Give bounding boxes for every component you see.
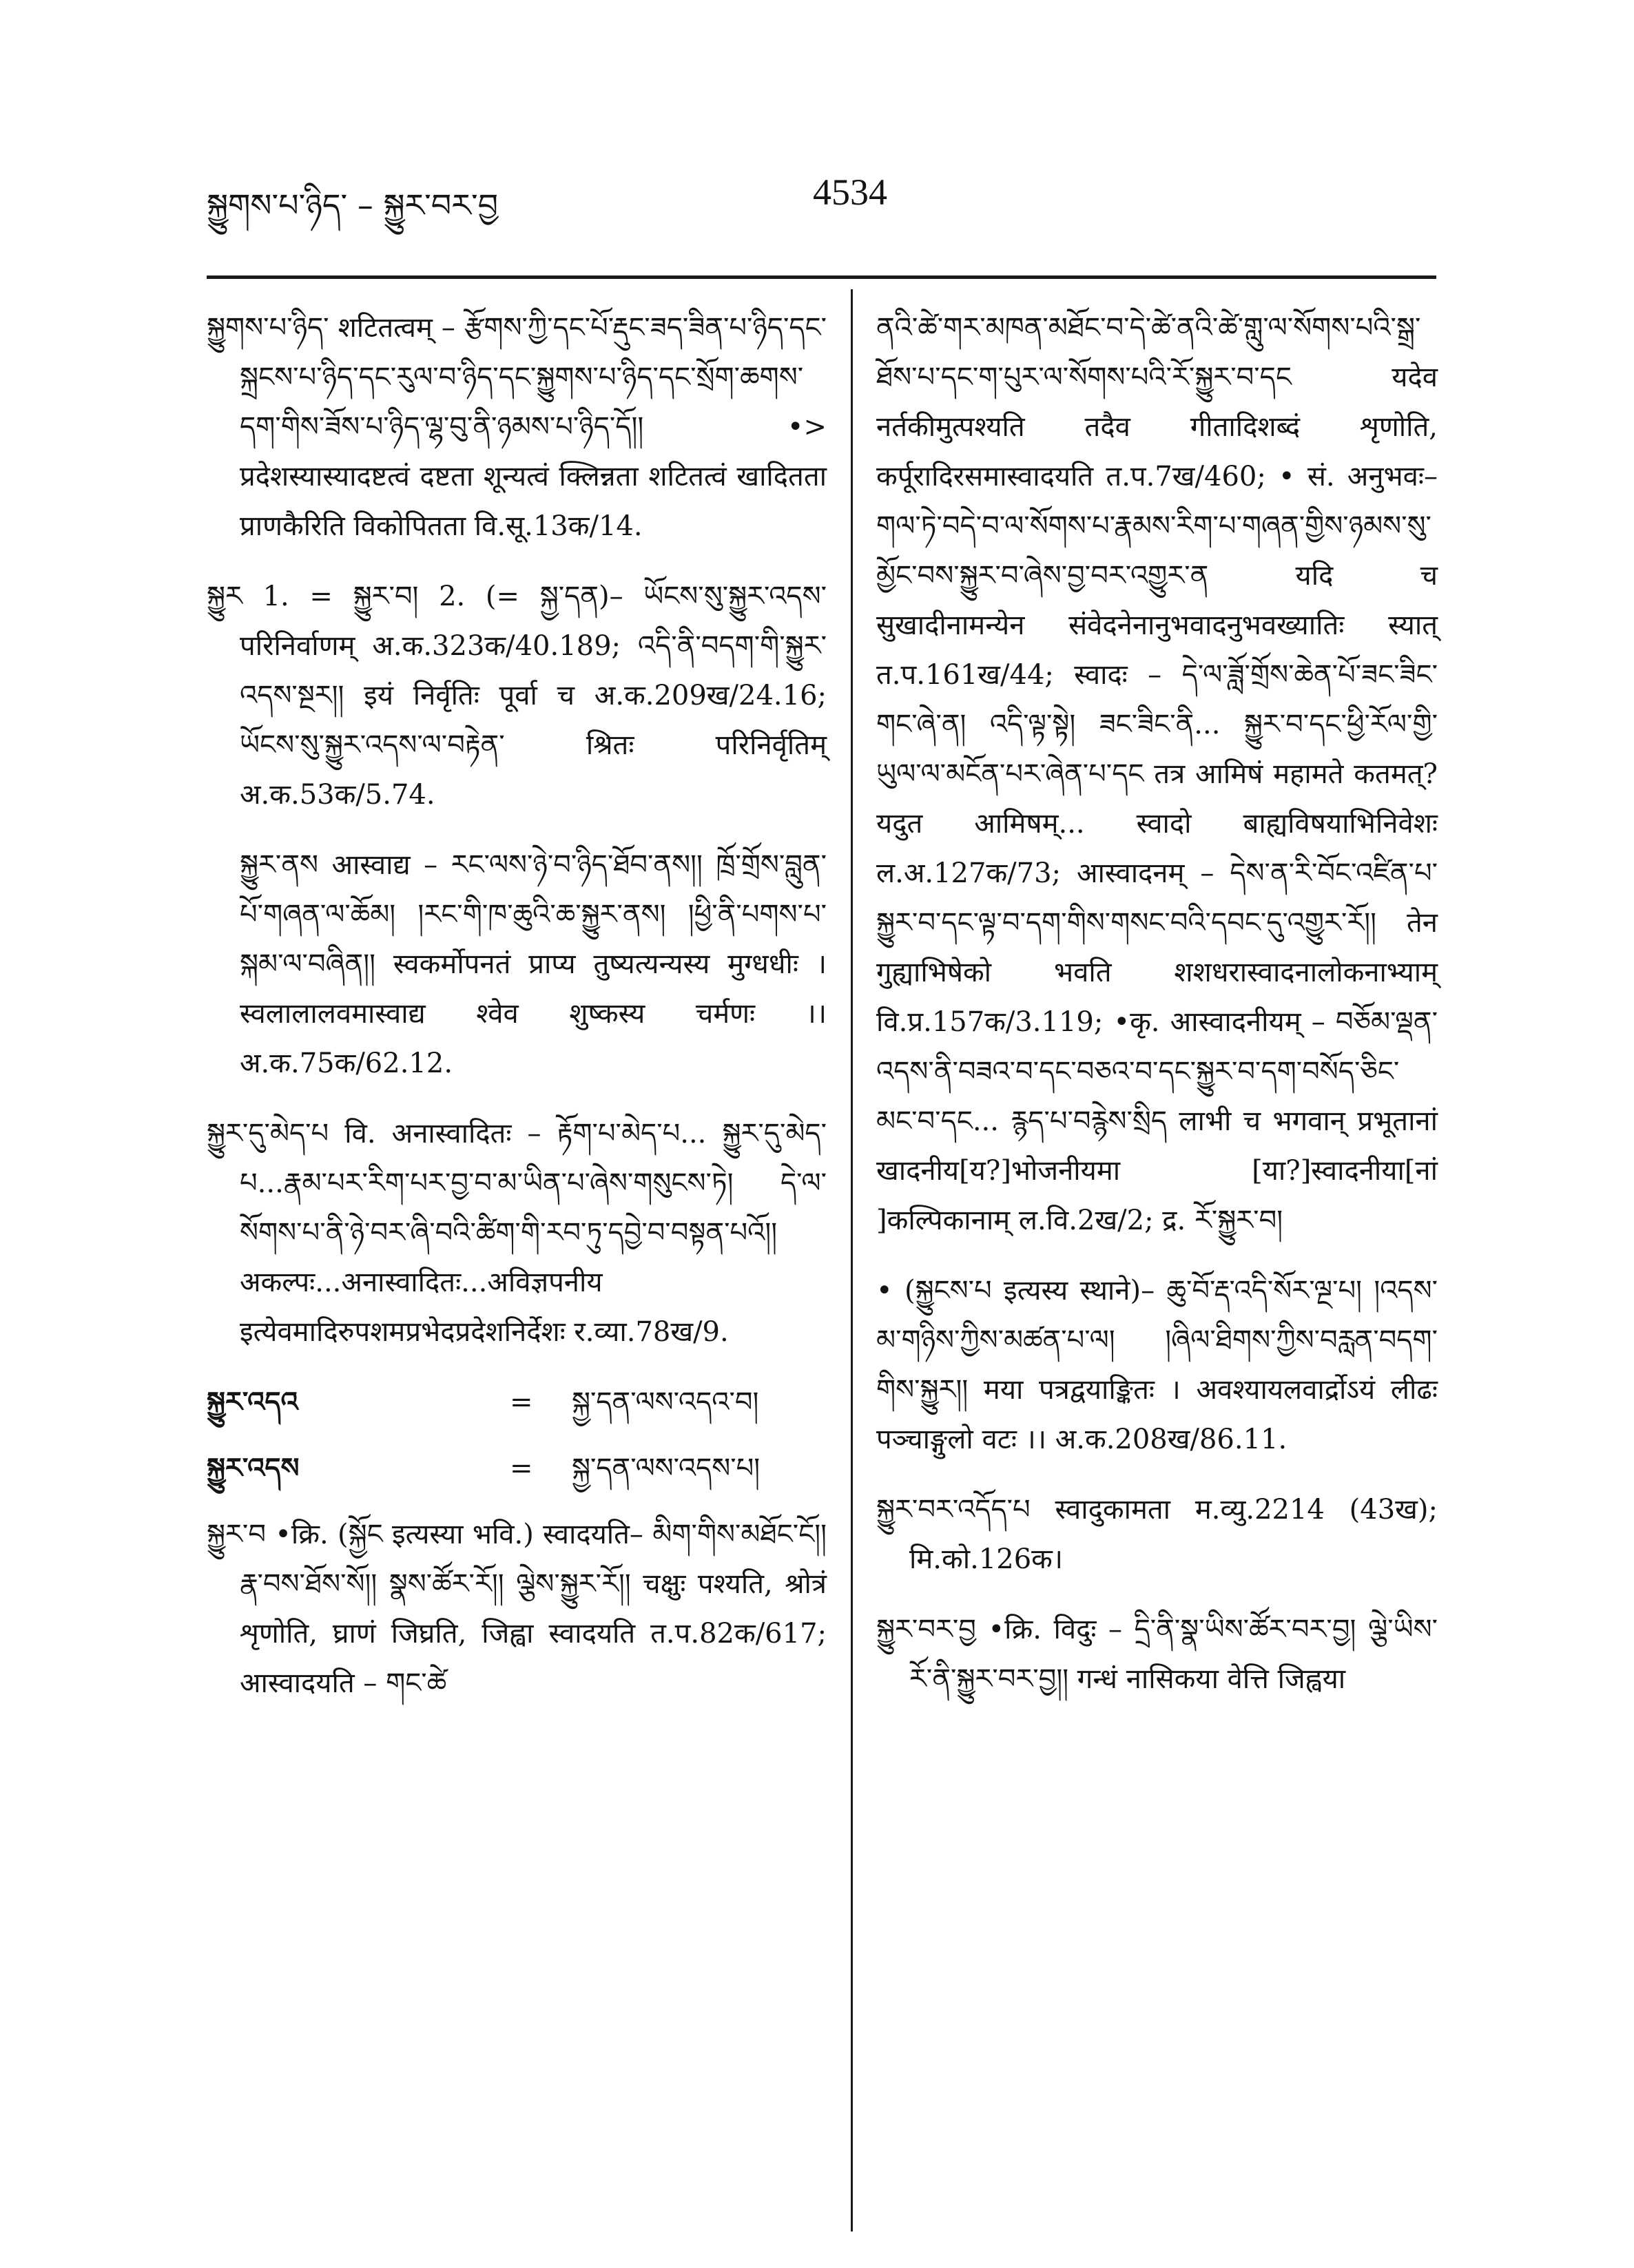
column-divider: [851, 289, 853, 2231]
header-rule: [207, 275, 1436, 279]
dictionary-entry: སྐྱུར་དུ་མེད་པ वि. अनास्वादितः – རྟོག་པ་མེད་པ... སྐྱུར་དུ་མེད་པ...རྣམ་པར་རིག་པར་བྱ་བ་མ་ཡིན་པ་ཞེས་གསུངས་ཏེ། དེ་ལ་སོགས་པ་ནི་ཉེ་བར་ཞི་བའི་ཚིག་གི་རབ་ཏུ་དབྱེ་བ་བསྟན་པའོ།། अकल्पः...अनास्वादितः...अविज्ञपनीय इत्येवमादिरुपशमप्रभेदप्रदेशनिर्देशः र.व्या.78ख/9.: [207, 1118, 827, 1348]
cross-reference-term: སྐྱུར་འདའ: [207, 1386, 298, 1418]
cross-reference-target: སྐྱ་དན་ལས་འདས་པ།: [572, 1453, 761, 1484]
dictionary-entry: སྐྱུར་བར་བྱ •क्रि. विदुः – དྲི་ནི་སྣ་ཡིས་ཚོར་བར་བྱ། ལྕེ་ཡིས་རོ་ནི་སྐྱུར་བར་བྱ།། गन्धं नासिकया वेत्ति जिह्वया: [876, 1614, 1438, 1695]
cross-reference-target: སྐྱ་དན་ལས་འདའ་བ།: [572, 1386, 759, 1418]
page-header: [207, 171, 1447, 233]
cross-reference-term: སྐྱུར་འདས: [207, 1452, 300, 1484]
entry-continuation: ནའི་ཚེ་གར་མཁན་མཐོང་བ་དེ་ཚེ་ནའི་ཚེ་གླུ་ལ་སོགས་པའི་སྒྲ་ཐོས་པ་དང་ག་པུར་ལ་སོགས་པའི་རོ་སྐྱུར་བ་དང यदेव नर्तकीमुत्पश्यति तदैव गीतादिशब्दं शृणोति, कर्पूरादिरसमास्वादयति त.प.7ख/460; • सं. अनुभवः– གལ་ཏེ་བདེ་བ་ལ་སོགས་པ་རྣམས་རིག་པ་གཞན་གྱིས་ཉམས་སུ་མྱོང་བས་སྐྱུར་བ་ཞེས་བྱ་བར་འགྱུར་ན यदि च सुखादीनामन्येन संवेदनेनानुभवादनुभवख्यातिः स्यात् त.प.161ख/44; स्वादः – དེ་ལ་ཟློ་གྲོས་ཆེན་པོ་ཟང་ཟིང་གང་ཞེ་ན། འདི་ལྟ་སྟེ། ཟང་ཟིང་ནི... སྐྱུར་བ་དང་ཕྱི་རོལ་གྱི་ཡུལ་ལ་མངོན་པར་ཞེན་པ་དང तत्र आमिषं महामते कतमत्? यदुत आमिषम्... स्वादो बाह्यविषयाभिनिवेशः ल.अ.127क/73; आस्वादनम् – དེས་ན་རི་བོང་འཛིན་པ་སྐྱུར་བ་དང་ལྟ་བ་དག་གིས་གསང་བའི་དབང་དུ་འགྱུར་རོ།། तेन गुह्याभिषेको भवति शशधरास्वादनालोकनाभ्याम् वि.प्र.157क/3.119; •कृ. आस्वादनीयम् – བཅོམ་ལྡན་འདས་ནི་བཟའ་བ་དང་བཅའ་བ་དང་སྐྱུར་བ་དག་བསོད་ཅིང་མང་བ་དང... རྙད་པ་བརྙེས་སྲིད लाभी च भगवान् प्रभूतानां खादनीय[य?]भोजनीयमा [या?]स्वादनीया[नां ]कल्पिकानाम् ल.वि.2ख/2; द्र. རོ་སྐྱུར་བ།: [876, 312, 1438, 1236]
running-head: སྐྱུགས་པ་ཉིད་ – སྐྱུར་བར་བྱ: [207, 187, 499, 224]
dictionary-subentry: སྐྱུར་ནས आस्वाद्य – རང་ལས་ཉེ་བ་ཉིད་ཐོབ་ནས།། ཁྲོ་གྲོས་བླུན་པོ་གཞན་ལ་ཆོམ། །རང་གི་ཁ་ཆུའི་ཆ་སྐྱུར་ནས། །ཕྱི་ནི་པགས་པ་སྐམ་ལ་བཞིན།། स्वकर्मोपनतं प्राप्य तुष्यत्यन्यस्य मुग्धधीः । स्वलालालवमास्वाद्य श्वेव शुष्कस्य चर्मणः ।। अ.क.75क/62.12.: [240, 849, 827, 1079]
equals-sign: =: [510, 1453, 533, 1484]
dictionary-entry: སྐྱུགས་པ་ཉིད་ शटितत्वम् – རྩོགས་ཀྱི་དང་པོ་རྡུང་ཟད་ཟིན་པ་ཉིད་དང་སྐྲངས་པ་ཉིད་དང་རུལ་བ་ཉིད་དང་སྐྱུགས་པ་ཉིད་དང་སྲོག་ཆགས་དག་གིས་ཟོས་པ་ཉིད་ལྷ་བུ་ནི་ཉམས་པ་ཉིད་དོ།། •> प्रदेशस्यास्यादष्टत्वं दष्टता शून्यत्वं क्लिन्नता शटितत्वं खादितता प्राणकैरिति विकोपितता वि.सू.13क/14.: [207, 312, 827, 542]
equals-sign: =: [510, 1386, 533, 1418]
dictionary-entry: སྐྱུར་བར་འདོད་པ स्वादुकामता म.व्यु.2214 (43ख); मि.को.126क।: [876, 1494, 1438, 1575]
cross-reference-row: [207, 1377, 827, 1427]
right-column: [876, 303, 1438, 1725]
dictionary-entry: སྐྱུར 1. = སྐྱུར་བ། 2. (= སྐྱ་དན)– ཡོངས་སུ་སྐྱུར་འདས་ परिनिर्वाणम् अ.क.323क/40.189; འདི་ནི་བདག་གི་སྐྱུར་འདས་སྔར།། इयं निर्वृतिः पूर्वा च अ.क.209ख/24.16; ཡོངས་སུ་སྐྱུར་འདས་ལ་བརྟེན་ श्रितः परिनिर्वृतिम् अ.क.53क/5.74.: [207, 581, 827, 811]
left-column: [207, 303, 827, 1729]
dictionary-entry: སྐྱུར་བ •क्रि. (སྐྱོང इत्यस्या भवि.) स्वादयति– མིག་གིས་མཐོང་ངོ།། རྣ་བས་ཐོས་སོ།། སྣས་ཚོར་རོ།། ལྕེས་སྐྱུར་རོ།། चक्षुः पश्यति, श्रोत्रं शृणोति, घ्राणं जिघ्रति, जिह्वा स्वादयति त.प.82क/617; आस्वादयति – གང་ཚེ: [207, 1519, 827, 1699]
cross-reference-row: [207, 1444, 827, 1493]
entry-continuation: • (སྐྱུངས་པ इत्यस्य स्थाने)– ཆུ་བོ་རྡ་འདི་སོར་ལྔ་པ། །འདས་མ་གཉིས་ཀྱིས་མཚན་པ་ལ། །ཞིལ་ཐིགས་ཀྱིས་བརླན་བདག་གིས་སྐྱུར།། मया पत्रद्वयाङ्कितः । अवश्यायलवार्द्रोऽयं लीढः पञ्चाङ्गुलो वटः ।। अ.क.208ख/86.11.: [876, 1275, 1438, 1455]
page-number: 4534: [813, 171, 887, 213]
